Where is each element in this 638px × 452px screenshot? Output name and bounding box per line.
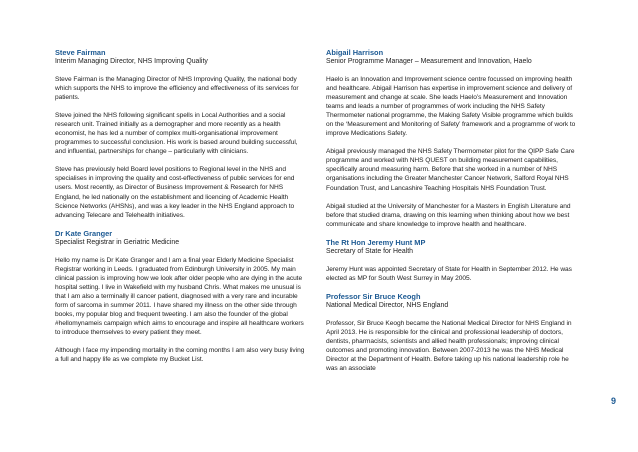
person-name: Abigail Harrison: [326, 48, 384, 57]
bio-paragraph: Although I face my impending mortality in the coming months I am also very busy living a full and happy life as we complete my Bucket List.: [55, 347, 305, 364]
left-column: [55, 48, 309, 373]
person-name: The Rt Hon Jeremy Hunt MP: [326, 237, 426, 247]
right-column: [326, 48, 580, 382]
bio-paragraph: Haelo is an Innovation and Improvement science centre focussed on improving health and healthcare. Abigail Harrison has expertise in improvement science and delivery of measurement and change at scale. She leads Haelo’s Measurement and Innovation teams and leads a number of programmes of work including the NHS Safety Thermometer national programme, the Making Safety Visible programme which builds on the ‘Measurement and Monitoring of Safety’ framework and a programme of work to improve Medications Safety.: [326, 76, 576, 138]
bio-paragraph: Steve joined the NHS following significant spells in Local Authorities and a social research unit. Trained initially as a demographer and more recently as a health economist, he has led a number of complex multi-organisational improvement programmes to successful conclusion. His work is based around building successful, and influential, partnerships for change – particularly with clinicians.: [55, 112, 298, 156]
bio-paragraph: Steve has previously held Board level positions to Regional level in the NHS and specialises in improving the quality and cost-effectiveness of public services for end users. Most recently, as Director of Business Improvement & Research for NHS England, he led nationally on the establishment and licencing of Academic Health Science Networks (AHSNs), and was a key leader in the NHS England approach to advancing Telecare and Telehealth initiatives.: [55, 166, 295, 219]
bio-paragraph: Abigail previously managed the NHS Safety Thermometer pilot for the QIPP Safe Care programme and worked with NHS QUEST on building measurement capabilities, specifically around measuring harm. Before that she worked in a number of NHS organisations including the Greater Manchester Cancer Network, Salford Royal NHS Foundation Trust, and Lancashire Teaching Hospitals NHS Foundation Trust.: [326, 148, 575, 192]
person-role: Interim Managing Director, NHS Improving Quality: [55, 58, 208, 65]
person-role: Senior Programme Manager – Measurement and Innovation, Haelo: [326, 58, 532, 65]
bio-paragraph: Jeremy Hunt was appointed Secretary of State for Health in September 2012. He was elected as MP for South West Surrey in May 2005.: [326, 265, 572, 282]
person-name: Dr Kate Granger: [55, 228, 113, 238]
page-number: 9: [610, 396, 616, 406]
person-role: National Medical Director, NHS England: [326, 301, 449, 309]
bio-paragraph: Steve Fairman is the Managing Director of NHS Improving Quality, the national body which supports the NHS to improve the efficiency and effectiveness of its services for patients.: [55, 76, 299, 102]
person-role: Secretary of State for Health: [326, 247, 413, 255]
bio-paragraph: Professor, Sir Bruce Keogh became the National Medical Director for NHS England in April 2013. He is responsible for the clinical and professional leadership of doctors, dentists, pharmacists, scientists and allied health professionals; improving clinical outcomes and promoting innovation. Between 2007-2013 he was the NHS Medical Director at the Department of Health. Before taking up his national leadership role he was an associate: [326, 319, 572, 373]
person-role: Specialist Registrar in Geriatric Medicine: [55, 238, 180, 246]
person-name: Steve Fairman: [55, 48, 106, 57]
bio-paragraph: Abigail studied at the University of Manchester for a Masters in English Literature and before that studied drama, drawing on this learning when thinking about how we best communicate and share knowledge to improve health and healthcare.: [326, 202, 571, 228]
bio-paragraph: Hello my name is Dr Kate Granger and I am a final year Elderly Medicine Specialist Registrar working in Leeds. I graduated from Edinburgh University in 2005. My main clinical passion is improving how we look after older people who are dying in the acute hospital setting. I live in Wakefield with my husband Chris. What makes me unusual is that I am also a terminally ill cancer patient, diagnosed with a very rare and incurable form of sarcoma in summer 2011. I have shared my illness on the other side through books, my popular blog and frequent tweeting. I am also the founder of the global #hellomynameis campaign which aims to encourage and inspire all healthcare workers to introduce themselves to every patient they meet.: [55, 256, 304, 337]
person-name: Professor Sir Bruce Keogh: [326, 291, 421, 301]
